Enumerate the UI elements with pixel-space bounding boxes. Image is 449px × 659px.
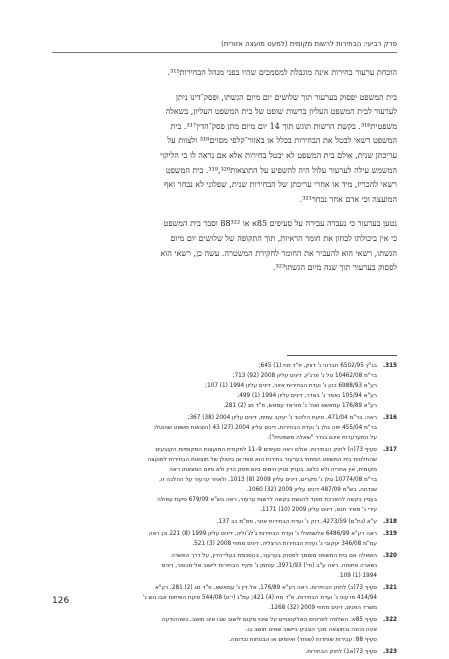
footnote-line [52, 583, 397, 593]
footnote-text: 1994 (1) 109. [338, 573, 377, 579]
footnote-line [52, 465, 397, 475]
footnote-text: שנדחה, בש"מ 487/09 דינים עליון 2009 (32) 1060. [246, 487, 377, 493]
footnote-text: רע"א 105/94 נאסר נ' באדר, דינים עליון 1994 (1) 499; [237, 393, 377, 399]
body-line: בית המשפט יפסוק בערעור תוך שלושים יום מיום הגשתו, ופסק־דינו ניתן [175, 92, 397, 102]
footnote-text: רע"א 6988/93 כהן נ' ועדת הבחירות אזור, דינים עליון 1994 (1) 107; [205, 383, 377, 389]
footnote-line [52, 635, 397, 645]
footnote [52, 551, 397, 581]
footnote-line [52, 485, 397, 495]
footnote-text: על המערערות אינם בגדר "שאלה משפטית"). [267, 435, 377, 441]
body-paragraph [52, 66, 397, 81]
footnote [52, 413, 397, 443]
footnote-line [52, 495, 397, 505]
running-head: פרק רביעי: הבחירות לרשות מקומית (למעט מועצה אזורית) [52, 40, 397, 53]
footnote-line [52, 647, 397, 657]
body-line: המועצה וכי אדם אחר נבחר³²¹. [299, 194, 397, 204]
footnote-text: ראה רע"א 6486/99 אלשמאלי נ' ועדת הבחירות ג'לג'וליה, דינים עליון 1999 (8) 221 וכן ראה [148, 531, 377, 537]
footnote-line [52, 413, 397, 423]
footnote-text: סעיף 73(ה) לחוק הבחירות. אולם ראה סעיפים 9–11 לפקודת המועצות המקומיות הקובעים [155, 447, 377, 453]
footnote-text: השאלה אם בית המשפט מוסמך לפסוק בערעור, בהסכמת בעלי־הדין, על דרך הפשרה [171, 553, 377, 559]
footnote-number: 319. [382, 531, 397, 537]
footnote [52, 615, 397, 645]
footnote-line [52, 455, 397, 465]
footnote-number: 321. [382, 585, 397, 591]
footnote-line [52, 551, 397, 561]
footnote-line [52, 539, 397, 549]
page-number: 126 [52, 596, 70, 606]
footnote-text: מקומית, אין אחריה ולא כלום. בעניין מניין הימים ביום פסק הדין ולא מיום המצאתו ראה [169, 467, 377, 473]
footnote-line [52, 445, 397, 455]
footnote-text: סעיף 85א: השלמה לפרטים האלקטוניים על שינוי מקום לישוב שבו אינו תושב, כשההודעה [161, 617, 377, 623]
footnote-text: בר"מ 10774/08 גולן נ' מקרים, דינים עליון 2009 (8) 1013. ולאחר ערעור על ההלכה זו, [159, 477, 377, 483]
footnote-line [52, 529, 397, 539]
footnote-number: 316. [382, 415, 397, 421]
footnotes-list [52, 361, 397, 657]
footnote-number: 317. [382, 447, 397, 453]
footnote-text: עירי נ' מאיר חגא, דינים עליון 2009 (10) 1171. [260, 507, 377, 513]
footnote-line [52, 401, 397, 411]
footnote-text: ע"א (נח"ם) 4273/59, דוק נ' ועדת הבחירות אזור, פס"מ כב 137. [216, 519, 377, 525]
footnote-number: 318. [382, 519, 397, 525]
footnote [52, 529, 397, 549]
footnote-text: נשארה פתוחה. ראה ע"ב (חי') 3971/93, עותמן נ' פקיד הבחירות לישוב אל־מכסור, דינים [161, 563, 377, 569]
footnote [52, 445, 397, 515]
footnote-line [52, 517, 397, 527]
footnote [52, 361, 397, 411]
footnote-line [52, 423, 397, 433]
footnote-number: 322. [382, 617, 397, 623]
footnote-text: סעיף 73(ב) לחוק הבחירות. ראה רע"א 176/89, אל דין נ' עמאשא, פ"ד מג (2) 281; רע"א [154, 585, 377, 591]
footnote-text: משרד הפנים, דינים מחוזי 2009 (32) 1268. [268, 605, 377, 611]
footnote-text: רע"א 176/89 עמאשא ואח' נ' מוראד עמאש, פ"ד מג (2) 281. [223, 403, 377, 409]
body-line: הגשתו, רשאי הוא להעביר את החומר לחקירת המשטרה. עשה כן, רשאי הוא [160, 248, 397, 258]
body-line: כי אין ביכולתו לבחון את חומר הראיות, תוך התקופה של שלושים יום מיום [170, 233, 397, 243]
footnote-line [52, 505, 397, 515]
footnote-text: ראה: בר"מ 471/04, סיעת הליכוד נ' יעקב עמית, דינים עליון 2004 (38) 367; [187, 415, 377, 421]
footnote-text: בר"מ 10462/08 טל נ' פרג'ין, דינים עליון 2008 (92) 713; [232, 373, 377, 379]
body-line: המשמש עילה לערעור עלול היה להשפיע על התוצאות³¹⁹,³²⁰. בית המשפט [165, 165, 397, 175]
body-paragraph [52, 91, 397, 208]
footnote-line [52, 615, 397, 625]
footnote-text: 414/94 פרעוני נ' ועדת הבחירות, פ"ד מח (4) 421; עמ"נ (י־ם) 544/08 סיעת הפיתוח אבו גוש נ' [142, 595, 377, 601]
footnote-line [52, 433, 397, 443]
body-line: משפטית³¹⁶. בקשת הרשות תוגש תוך 14 יום מיום מתן פסק־הדין³¹⁷. בית [170, 121, 397, 131]
footnote-line [52, 561, 397, 571]
footnote-number: 315. [382, 363, 397, 369]
footnote-text: בר"מ 455/04 יפה גולן נ' ועדת הבחירות, דינים עליון 2004 (27) 43 (הוצאות משפט שהוטלו [154, 425, 377, 431]
body-line: לערעור לבית המשפט העליון ברשות שופט של בית המשפט העליון, בשאלה [165, 107, 397, 117]
footnote-text: בג"ץ 6502/95 חברוני נ' דווק, פ"ד מח (1) 645; [258, 363, 377, 369]
footnote-text: בעניין בקשה להארכת מועד להגשת בקשה לרשות ערעור, ראה בש"א 679/09 סיעת עפולה [157, 497, 377, 503]
footnote-number: 320. [382, 553, 397, 559]
body-line: רשאי להכריז, מיד או אחרי עריכתן של הבחירות שנית, שפלוני לא נבחר ואף [164, 180, 397, 190]
body-line: לפסוק בערעור תוך שנה מיום הגשתו³²³. [273, 263, 397, 273]
body-line: עריכתן שנית, אולם בית המשפט לא יבטל בחירות אלא אם נראה לו כי הליקוי [159, 150, 397, 160]
body-line: נטען בערעור כי נעברה עבירה על סעיפים 85א או 88³²² וסבר בית המשפט [163, 219, 397, 229]
footnote-text: שהחלטות בית המשפט המחוזי בערעור בחירות הוא סופי או ביטולן של תוצאות הבחירות למועצה [147, 457, 377, 463]
body-paragraph [52, 217, 397, 275]
footnote [52, 583, 397, 613]
main-body-text [52, 66, 397, 286]
footnote-line [52, 603, 397, 613]
footnote-text: סעיף 73(א1) לחוק הבחירות. [305, 649, 377, 655]
footnote-separator [287, 355, 397, 356]
footnotes-section [52, 355, 397, 659]
body-line: הוכחת ערעור בחירות אינה מוגבלת למסמכים שהיו בפני מנהל הבחירות³¹⁵. [167, 68, 397, 77]
footnote [52, 517, 397, 527]
footnote [52, 647, 397, 657]
footnote-line [52, 625, 397, 635]
footnote-line [52, 381, 397, 391]
footnote-line [52, 571, 397, 581]
footnote-line [52, 475, 397, 485]
footnote-text: עמ"מ 346/08 יעקובי נ' ועדת הבחירות הרצליה, דינים מחוזי 2008 (3) 521. [192, 541, 377, 547]
footnote-line [52, 391, 397, 401]
footnote-text: אינה נכונה ובתוצאה מכך הצביע ביישוב שאינו תושב בו. [245, 627, 377, 633]
footnote-line [52, 593, 397, 603]
footnote-number: 323. [382, 649, 397, 655]
footnote-line [52, 361, 397, 371]
footnote-line [52, 371, 397, 381]
footnote-text: סעיף 88: עבירות שוחדות (שוחד) ואיומים או הבטחות ובדומה. [229, 637, 377, 643]
body-line: המשפט רשאי לבטל את הבחירות בכלל או באזור־קלפי מסוים³¹⁸ ולצוות על [167, 136, 397, 146]
